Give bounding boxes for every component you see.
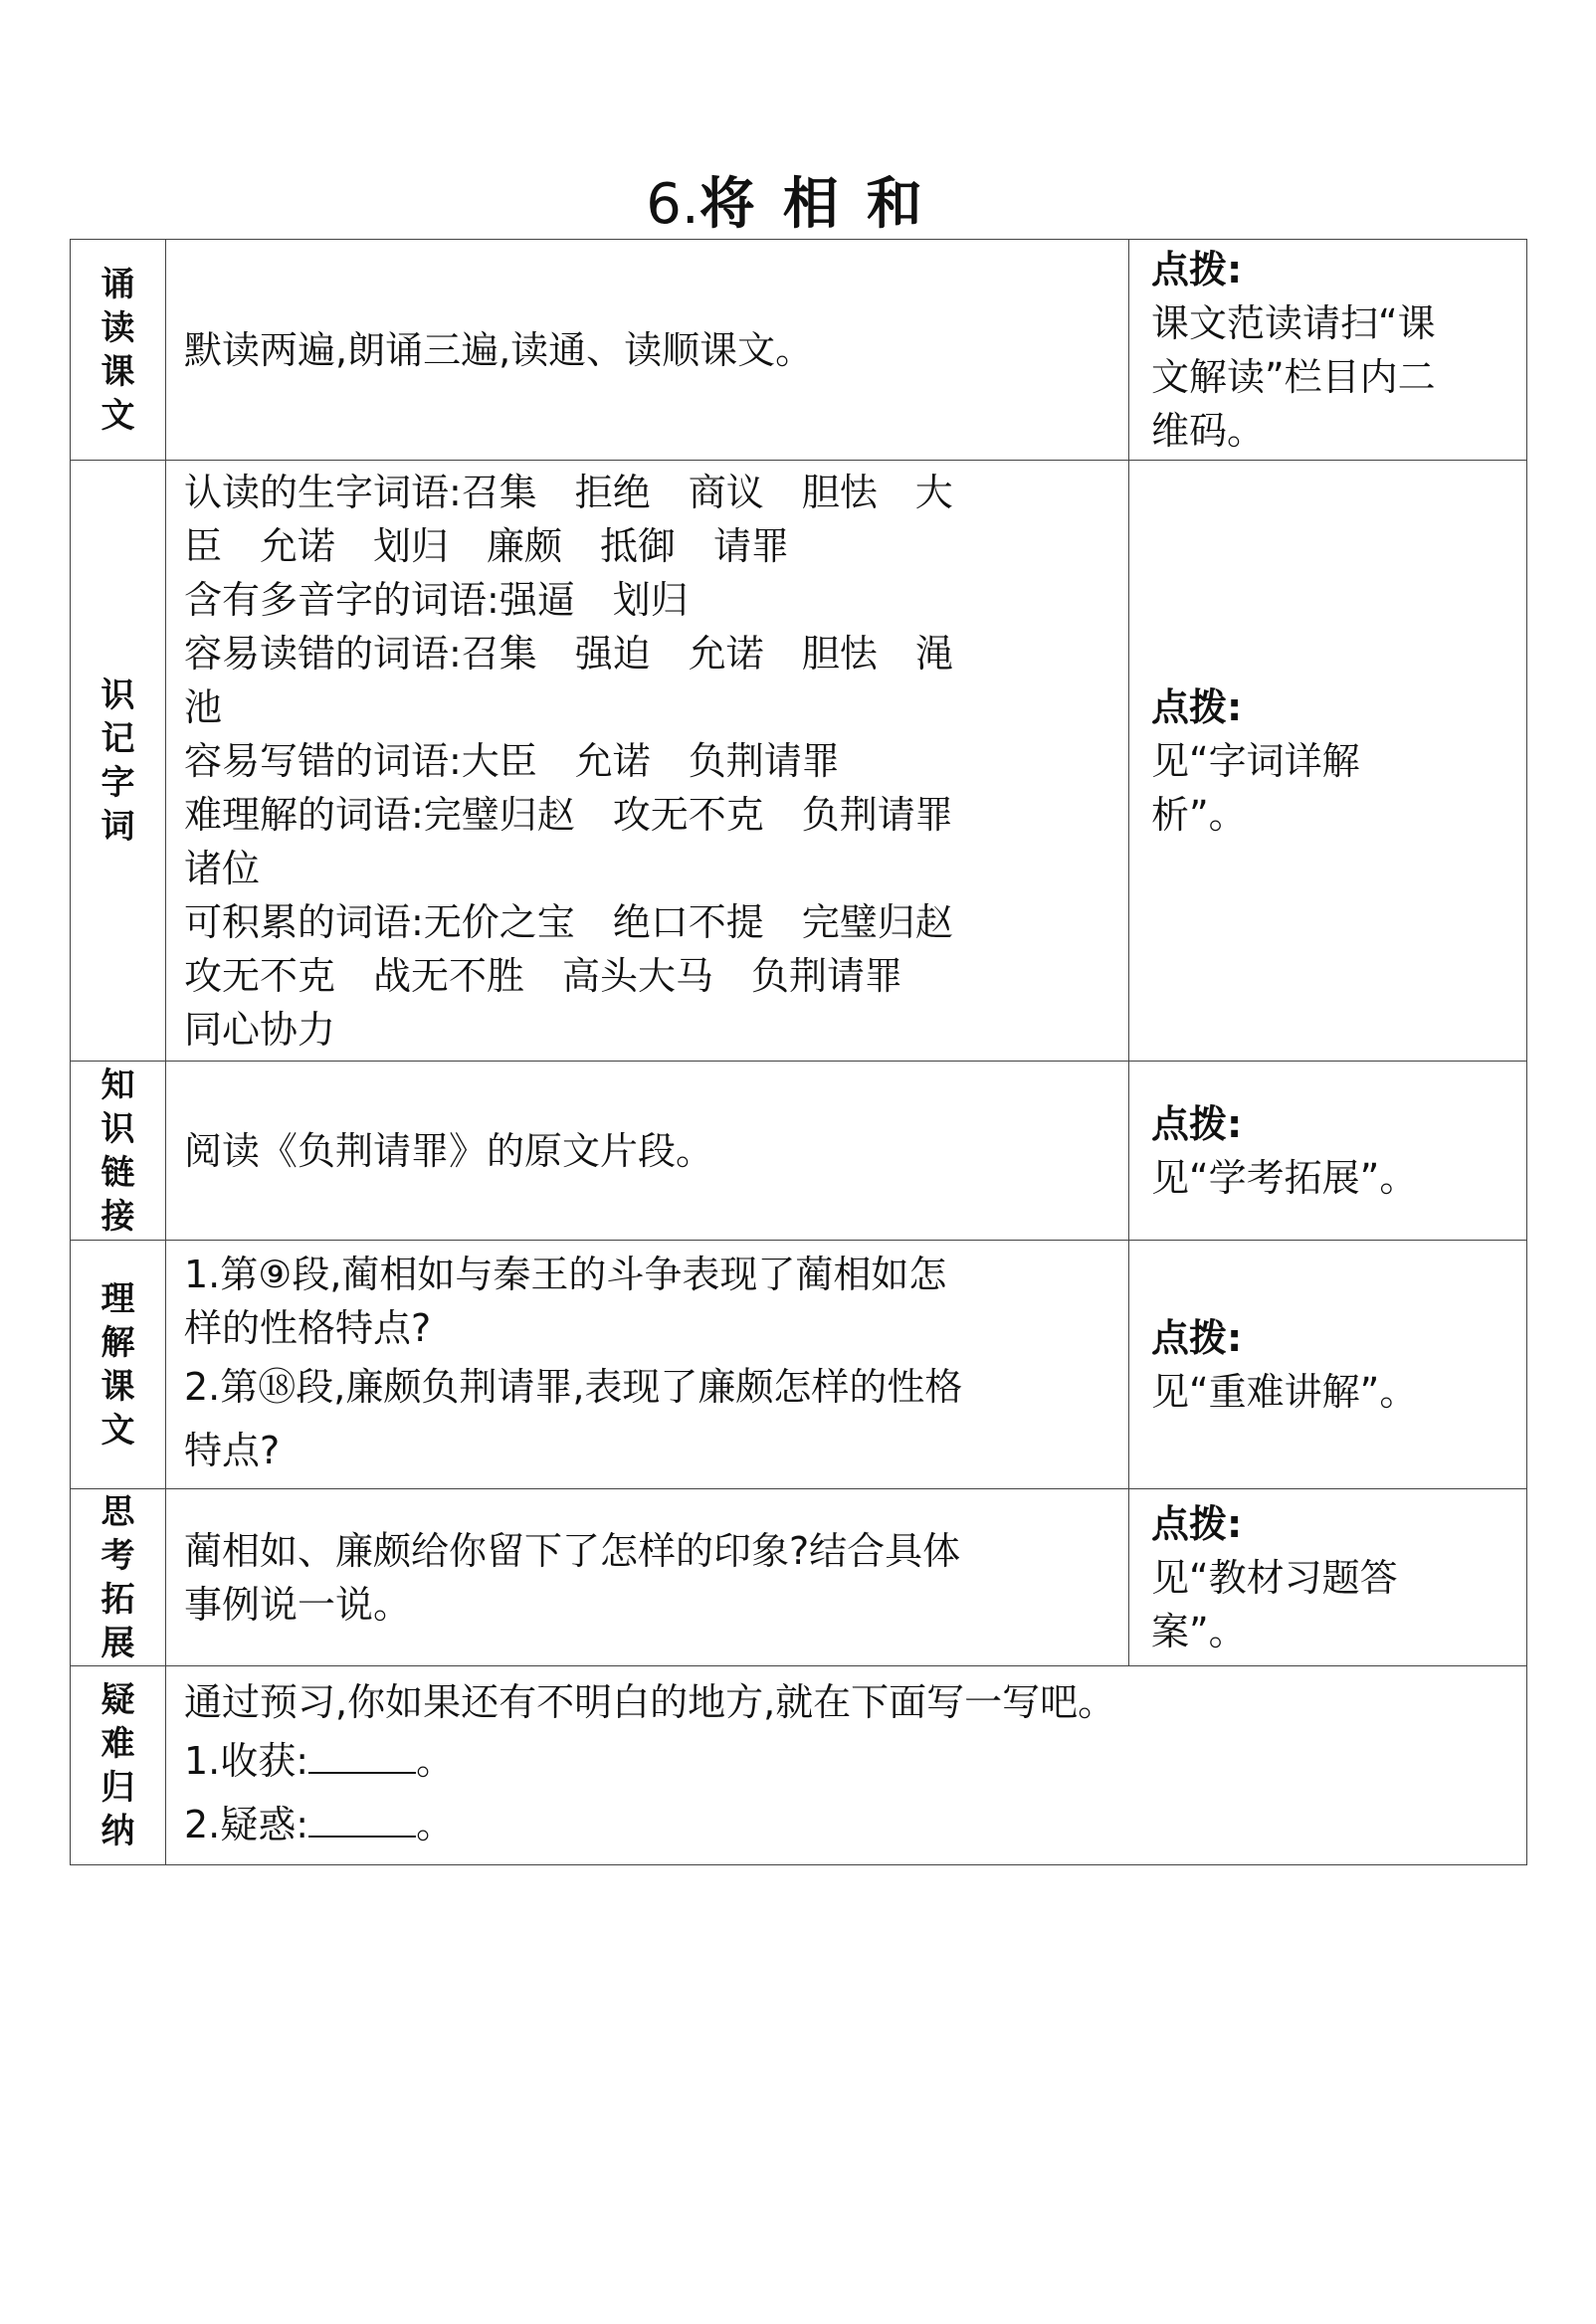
row-content: 1.第⑨段,蔺相如与秦王的斗争表现了蔺相如怎 样的性格特点? 2.第⑱段,廉颇负荆请罪,表现了廉颇怎样的性格 特点? [166,1241,1129,1489]
doubt-blank[interactable] [308,1800,416,1838]
study-table [70,239,1527,1865]
row-content: 蔺相如、廉颇给你留下了怎样的印象?结合具体 事例说一说。 [166,1489,1129,1666]
row-think-extend [71,1489,1527,1666]
row-content [166,1666,1527,1865]
row-recite [71,240,1527,461]
row-label: 诵 读 课 文 [71,240,166,461]
row-tip: 点拨: 见“学考拓展”。 [1129,1062,1527,1241]
gain-line: 1.收获: 。 [184,1729,1526,1793]
row-label: 识 记 字 词 [71,461,166,1062]
row-content: 默读两遍,朗诵三遍,读通、读顺课文。 [166,240,1129,461]
row-understand [71,1241,1527,1489]
row-summary [71,1666,1527,1865]
gain-blank[interactable] [308,1736,416,1774]
row-content: 认读的生字词语:召集 拒绝 商议 胆怯 大 臣 允诺 划归 廉颇 抵御 请罪 含有多音字的词语:强逼 划归 容易读错的词语:召集 强迫 允诺 胆怯 渑 池 容易写错的词语:大臣 允诺 负荆请罪 难理解的词语:完璧归赵 攻无不克 负荆请罪 诸位 可积累的词语:无价之宝 绝口不提 完璧归赵 攻无不克 战无不胜 高头大马 负荆请罪 同心协力 [166,461,1129,1062]
row-label: 理 解 课 文 [71,1241,166,1489]
row-tip: 点拨: 课文范读请扫“课 文解读”栏目内二 维码。 [1129,240,1527,461]
row-label: 思 考 拓 展 [71,1489,166,1666]
row-content: 阅读《负荆请罪》的原文片段。 [166,1062,1129,1241]
doubt-line: 2.疑惑: 。 [184,1793,1526,1856]
row-knowledge-link [71,1062,1527,1241]
row-tip: 点拨: 见“字词详解 析”。 [1129,461,1527,1062]
summary-intro: 通过预习,你如果还有不明白的地方,就在下面写一写吧。 [184,1679,1116,1724]
row-vocabulary [71,461,1527,1062]
lesson-number: 6. [646,172,699,237]
row-tip: 点拨: 见“教材习题答 案”。 [1129,1489,1527,1666]
row-label: 知 识 链 接 [71,1062,166,1241]
row-tip: 点拨: 见“重难讲解”。 [1129,1241,1527,1489]
page-title [0,164,1596,244]
row-label: 疑 难 归 纳 [71,1666,166,1865]
lesson-name: 将相和 [698,171,950,237]
